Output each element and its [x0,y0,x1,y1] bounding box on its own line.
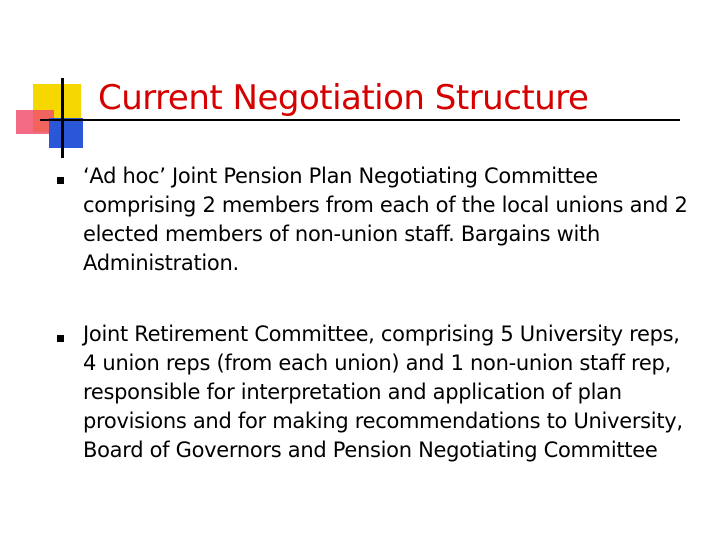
bullet-text: ‘Ad hoc’ Joint Pension Plan Negotiating Committee comprising 2 members from each of the local unions and 2 elected members of non-union staff. Bargains with Administration. [83,164,688,275]
bullet-text: Joint Retirement Committee, comprising 5 University reps, 4 union reps (from each union) and 1 non-union staff rep, responsible for interpretation and application of plan provisions and for making recommendations to University, Board of Governors and Pension Negotiating Committee [83,322,683,462]
logo-vertical-line [61,78,64,158]
square-bullet-icon [57,177,64,184]
title-underline-divider [40,119,680,121]
logo-blue-square [49,118,83,148]
slide-title: Current Negotiation Structure [98,78,589,118]
square-bullet-icon [57,335,64,342]
